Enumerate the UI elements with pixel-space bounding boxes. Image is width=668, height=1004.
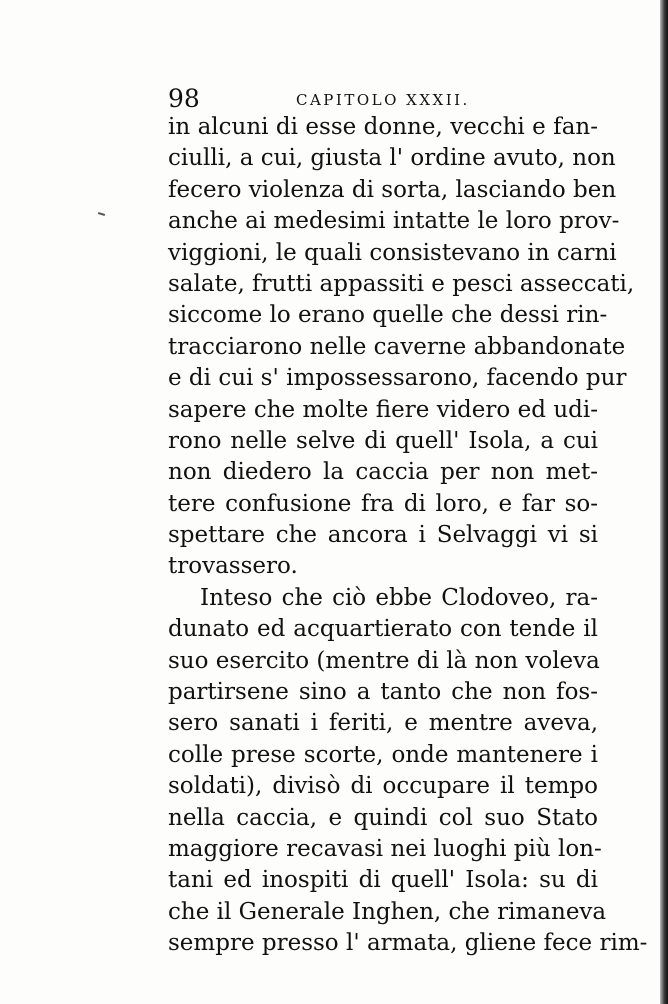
text-line: siccome lo erano quelle che dessi rin-: [168, 302, 608, 329]
text-line: sapere che molte fiere videro ed udi-: [168, 396, 598, 423]
text-line: soldati), divisò di occupare il tempo: [168, 773, 598, 800]
text-line: e di cui s' impossessarono, facendo pur: [168, 365, 627, 392]
text-line: dunato ed acquartierato con tende il: [168, 616, 598, 643]
body-text: [168, 112, 648, 960]
text-line: in alcuni di esse donne, vecchi e fan-: [168, 114, 598, 140]
text-line: nella caccia, e quindi col suo Stato: [168, 804, 598, 831]
text-line: tracciarono nelle caverne abbandonate: [168, 333, 626, 360]
scan-edge-shadow: [660, 0, 668, 1004]
text-line: sempre presso l' armata, gliene fece rim-: [168, 930, 648, 957]
text-line: salate, frutti appassiti e pesci asseccati,: [168, 270, 635, 297]
text-line: spettare che ancora i Selvaggi vi si: [168, 522, 598, 549]
paragraph-2: [168, 583, 648, 960]
text-line: Inteso che ciò ebbe Clodoveo, ra-: [200, 584, 598, 611]
text-line: colle prese scorte, onde mantenere i: [168, 741, 598, 768]
paragraph-1: [168, 112, 635, 583]
text-line: rono nelle selve di quell' Isola, a cui: [168, 427, 598, 454]
text-line: trovassero.: [168, 553, 298, 580]
stray-ink-mark: [98, 212, 105, 216]
text-line: tere confusione fra di loro, e far so-: [168, 490, 598, 517]
text-line: che il Generale Inghen, che rimaneva: [168, 898, 607, 925]
text-line: viggioni, le quali consistevano in carni: [168, 239, 617, 266]
page-number: 98: [168, 84, 200, 113]
text-line: non diedero la caccia per non met-: [168, 459, 598, 486]
chapter-title: CAPITOLO XXXII.: [296, 91, 470, 109]
text-line: anche ai medesimi intatte le loro prov-: [168, 208, 620, 235]
text-line: suo esercito (mentre di là non voleva: [168, 647, 600, 674]
text-line: tani ed inospiti di quell' Isola: su di: [168, 867, 598, 894]
text-line: maggiore recavasi nei luoghi più lon-: [168, 835, 602, 862]
text-line: sero sanati i feriti, e mentre aveva,: [168, 710, 598, 737]
text-line: fecero violenza di sorta, lasciando ben: [168, 176, 617, 203]
text-line: partirsene sino a tanto che non fos-: [168, 679, 598, 706]
text-line: ciulli, a cui, giusta l' ordine avuto, non: [168, 145, 616, 172]
